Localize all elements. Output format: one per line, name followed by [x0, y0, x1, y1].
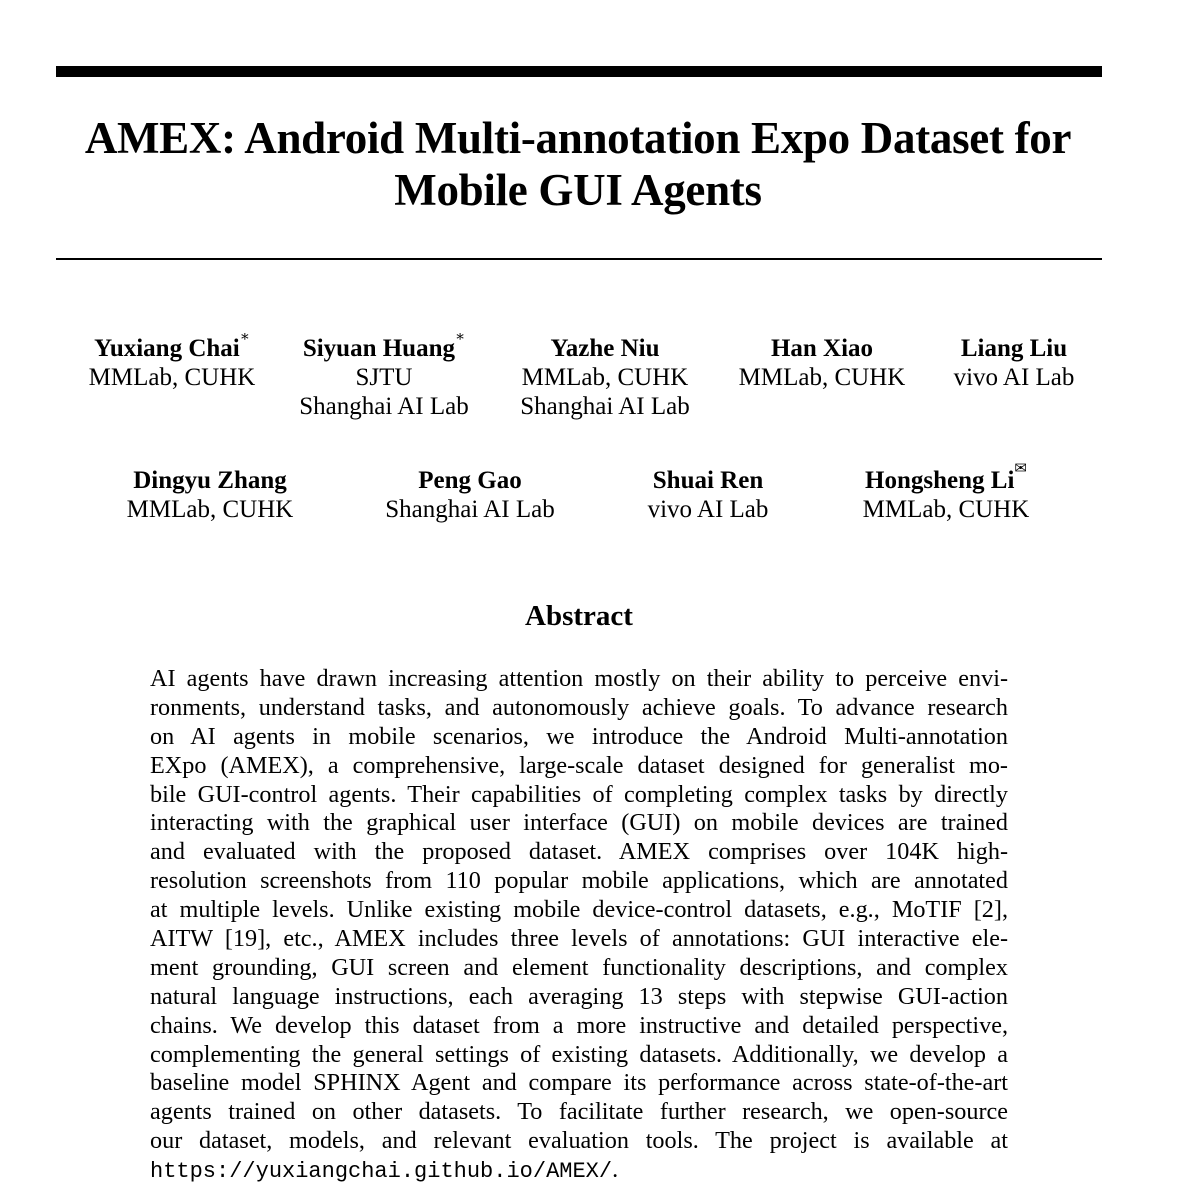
- author-name: Yuxiang Chai∗: [94, 329, 250, 362]
- author-affiliation: vivo AI Lab: [953, 364, 1075, 391]
- equal-contribution-mark: ∗: [239, 329, 250, 345]
- author-block: [934, 334, 1094, 392]
- title-line-2: Mobile GUI Agents: [394, 165, 762, 215]
- top-thick-rule: [56, 66, 1102, 77]
- abstract-line: resolution screenshots from 110 popular mobile applications, which are annotated: [150, 867, 1008, 895]
- envelope-icon: ✉: [1014, 461, 1027, 477]
- abstract-line: complementing the general settings of existing datasets. Additionally, we develop a: [150, 1040, 1008, 1068]
- author-name: Hongsheng Li✉: [865, 461, 1027, 494]
- abstract-line: ronments, understand tasks, and autonomously achieve goals. To advance research: [150, 693, 1008, 721]
- abstract-line: bile GUI-control agents. Their capabilities of completing complex tasks by directly: [150, 780, 1008, 808]
- abstract-heading: Abstract: [525, 600, 633, 632]
- abstract-line: on AI agents in mobile scenarios, we introduce the Android Multi-annotation: [150, 722, 1008, 750]
- author-affiliation: Shanghai AI Lab: [299, 393, 469, 420]
- author-block: [370, 466, 570, 524]
- abstract-line: interacting with the graphical user interface (GUI) on mobile devices are trained: [150, 809, 1008, 837]
- author-block: [505, 334, 705, 421]
- abstract-line: chains. We develop this dataset from a more instructive and detailed perspective,: [150, 1011, 1008, 1039]
- abstract-line: and evaluated with the proposed dataset. AMEX comprises over 104K high-: [150, 838, 1008, 866]
- paper-title: [40, 112, 1116, 216]
- abstract-body: [150, 665, 1008, 1185]
- author-affiliation: MMLab, CUHK: [88, 364, 256, 391]
- author-affiliation: MMLab, CUHK: [126, 496, 294, 523]
- abstract-line: baseline model SPHINX Agent and compare its performance across state-of-the-art: [150, 1069, 1008, 1097]
- project-url-link[interactable]: https://yuxiangchai.github.io/AMEX/: [150, 1159, 613, 1185]
- author-affiliation: MMLab, CUHK: [738, 364, 906, 391]
- author-affiliation: MMLab, CUHK: [862, 496, 1030, 523]
- abstract-line: our dataset, models, and relevant evaluation tools. The project is available at: [150, 1127, 1008, 1155]
- author-affiliation: Shanghai AI Lab: [520, 393, 690, 420]
- abstract-line: EXpo (AMEX), a comprehensive, large-scale dataset designed for generalist mo-: [150, 751, 1008, 779]
- author-block: [284, 329, 484, 421]
- abstract-last-line: [150, 1156, 1008, 1185]
- author-block: [846, 461, 1046, 524]
- author-affiliation: SJTU: [355, 364, 413, 391]
- equal-contribution-mark: ∗: [454, 329, 466, 345]
- author-name: Shuai Ren: [652, 467, 764, 494]
- author-name: Siyuan Huang∗: [302, 329, 466, 362]
- author-block: [72, 329, 272, 392]
- author-block: [110, 466, 310, 524]
- author-name: Dingyu Zhang: [133, 467, 287, 494]
- abstract-line: AI agents have drawn increasing attention mostly on their ability to perceive envi-: [150, 665, 1008, 692]
- author-block: [722, 334, 922, 392]
- author-affiliation: MMLab, CUHK: [521, 364, 689, 391]
- abstract-end-period: .: [612, 1156, 619, 1184]
- author-block: [608, 466, 808, 524]
- author-affiliation: vivo AI Lab: [647, 496, 769, 523]
- abstract-line: ment grounding, GUI screen and element functionality descriptions, and complex: [150, 953, 1008, 981]
- abstract-line: agents trained on other datasets. To facilitate further research, we open-source: [150, 1098, 1008, 1126]
- author-affiliation: Shanghai AI Lab: [385, 496, 555, 523]
- abstract-line: AITW [19], etc., AMEX includes three levels of annotations: GUI interactive ele-: [150, 925, 1008, 953]
- author-name: Han Xiao: [770, 335, 874, 362]
- abstract-line: natural language instructions, each averaging 13 steps with stepwise GUI-action: [150, 982, 1008, 1010]
- author-name: Yazhe Niu: [550, 335, 660, 362]
- title-bottom-rule: [56, 258, 1102, 260]
- abstract-line: at multiple levels. Unlike existing mobile device-control datasets, e.g., MoTIF [2],: [150, 896, 1008, 924]
- author-name: Liang Liu: [960, 335, 1068, 362]
- author-name: Peng Gao: [418, 467, 522, 494]
- title-line-1: AMEX: Android Multi-annotation Expo Dataset for: [84, 113, 1072, 163]
